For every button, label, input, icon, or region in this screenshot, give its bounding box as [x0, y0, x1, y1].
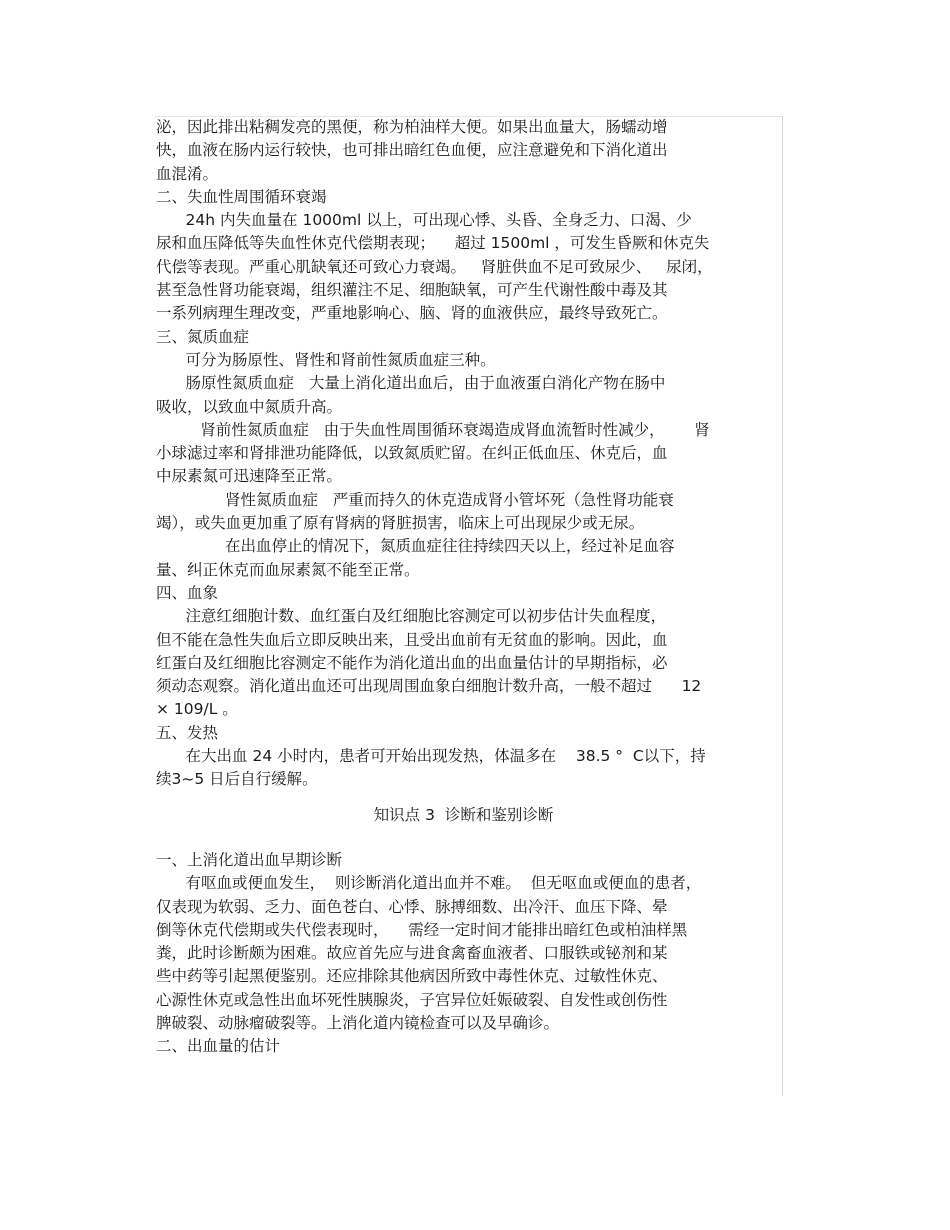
text-line: 在出血停止的情况下，氮质血症往往持续四天以上，经过补足血容 — [156, 537, 675, 556]
section-heading: 五、发热 — [156, 723, 219, 742]
section-heading: 二、失血性周围循环衰竭 — [156, 187, 327, 206]
text-line: 快，血液在肠内运行较快，也可排出暗红色血便，应注意避免和下消化道出 — [156, 141, 668, 160]
text-line: 在大出血 24 小时内，患者可开始出现发热，体温多在 38.5 ° C以下，持 — [156, 747, 706, 766]
section-heading: 三、氮质血症 — [156, 327, 250, 346]
text-line: 肾前性氮质血症 由于失血性周围循环衰竭造成肾血流暂时性减少， 肾 — [156, 420, 710, 439]
text-line: 血混淆。 — [156, 164, 219, 183]
text-line: 红蛋白及红细胞比容测定不能作为消化道出血的出血量估计的早期指标，必 — [156, 653, 668, 672]
text-line: 吸收，以致血中氮质升高。 — [156, 397, 343, 416]
text-line: 有呕血或便血发生， 则诊断消化道出血并不难。 但无呕血或便血的患者， — [156, 874, 702, 893]
section-heading: 一、上消化道出血早期诊断 — [156, 850, 343, 869]
text-line: 心源性休克或急性出血坏死性胰腺炎，子宫异位妊娠破裂、自发性或创伤性 — [156, 990, 668, 1009]
text-line: × 109/L 。 — [156, 700, 238, 719]
text-line: 续3~5 日后自行缓解。 — [156, 770, 318, 789]
text-line: 24h 内失血量在 1000ml 以上，可出现心悸、头昏、全身乏力、口渴、少 — [156, 211, 692, 230]
section-heading: 二、出血量的估计 — [156, 1037, 281, 1056]
spacer — [156, 827, 771, 849]
text-line: 一系列病理生理改变，严重地影响心、脑、肾的血液供应，最终导致死亡。 — [156, 304, 668, 323]
text-line: 倒等休克代偿期或失代偿表现时， 需经一定时间才能排出暗红色或柏油样黑 — [156, 920, 688, 939]
text-line: 竭），或失血更加重了原有肾病的肾脏损害，临床上可出现尿少或无尿。 — [156, 514, 645, 533]
text-line: 小球滤过率和肾排泄功能降低，以致氮质贮留。在纠正低血压、休克后，血 — [156, 444, 668, 463]
text-line: 尿和血压降低等失血性休克代偿期表现； 超过 1500ml ，可发生昏厥和休克失 — [156, 234, 710, 253]
text-line: 代偿等表现。严重心肌缺氧还可致心力衰竭。 肾脏供血不足可致尿少、 尿闭， — [156, 257, 713, 276]
text-line: 但不能在急性失血后立即反映出来，且受出血前有无贫血的影响。因此，血 — [156, 630, 668, 649]
text-line: 些中药等引起黑便鉴别。还应排除其他病因所致中毒性休克、过敏性休克、 — [156, 967, 668, 986]
text-line: 粪，此时诊断颇为困难。故应首先应与进食禽畜血液者、口服铁或铋剂和某 — [156, 944, 668, 963]
text-line: 须动态观察。消化道出血还可出现周围血象白细胞计数升高，一般不超过 12 — [156, 677, 702, 696]
text-line: 泌，因此排出粘稠发亮的黑便，称为柏油样大便。如果出血量大，肠蠕动增 — [156, 118, 668, 136]
text-line: 肠原性氮质血症 大量上消化道出血后，由于血液蛋白消化产物在肠中 — [156, 374, 666, 393]
knowledge-point-title: 知识点 3 诊断和鉴别诊断 — [373, 805, 554, 824]
spacer — [156, 792, 771, 804]
text-line: 仅表现为软弱、乏力、面色苍白、心悸、脉搏细数、出冷汗、血压下降、晕 — [156, 897, 668, 916]
text-line: 中尿素氮可迅速降至正常。 — [156, 467, 343, 486]
text-line: 量、纠正休克而血尿素氮不能至正常。 — [156, 560, 420, 579]
text-line: 可分为肠原性、肾性和肾前性氮质血症三种。 — [156, 350, 496, 369]
text-line: 注意红细胞计数、血红蛋白及红细胞比容测定可以初步估计失血程度， — [156, 607, 667, 626]
section-heading: 四、血象 — [156, 583, 219, 602]
page-right-border — [782, 116, 783, 1096]
text-line: 甚至急性肾功能衰竭，组织灌注不足、细胞缺氧，可产生代谢性酸中毒及其 — [156, 281, 668, 300]
text-line: 脾破裂、动脉瘤破裂等。上消化道内镜检查可以及早确诊。 — [156, 1013, 560, 1032]
document-body — [156, 116, 771, 1059]
text-line: 肾性氮质血症 严重而持久的休克造成肾小管坏死（急性肾功能衰 — [156, 490, 674, 509]
